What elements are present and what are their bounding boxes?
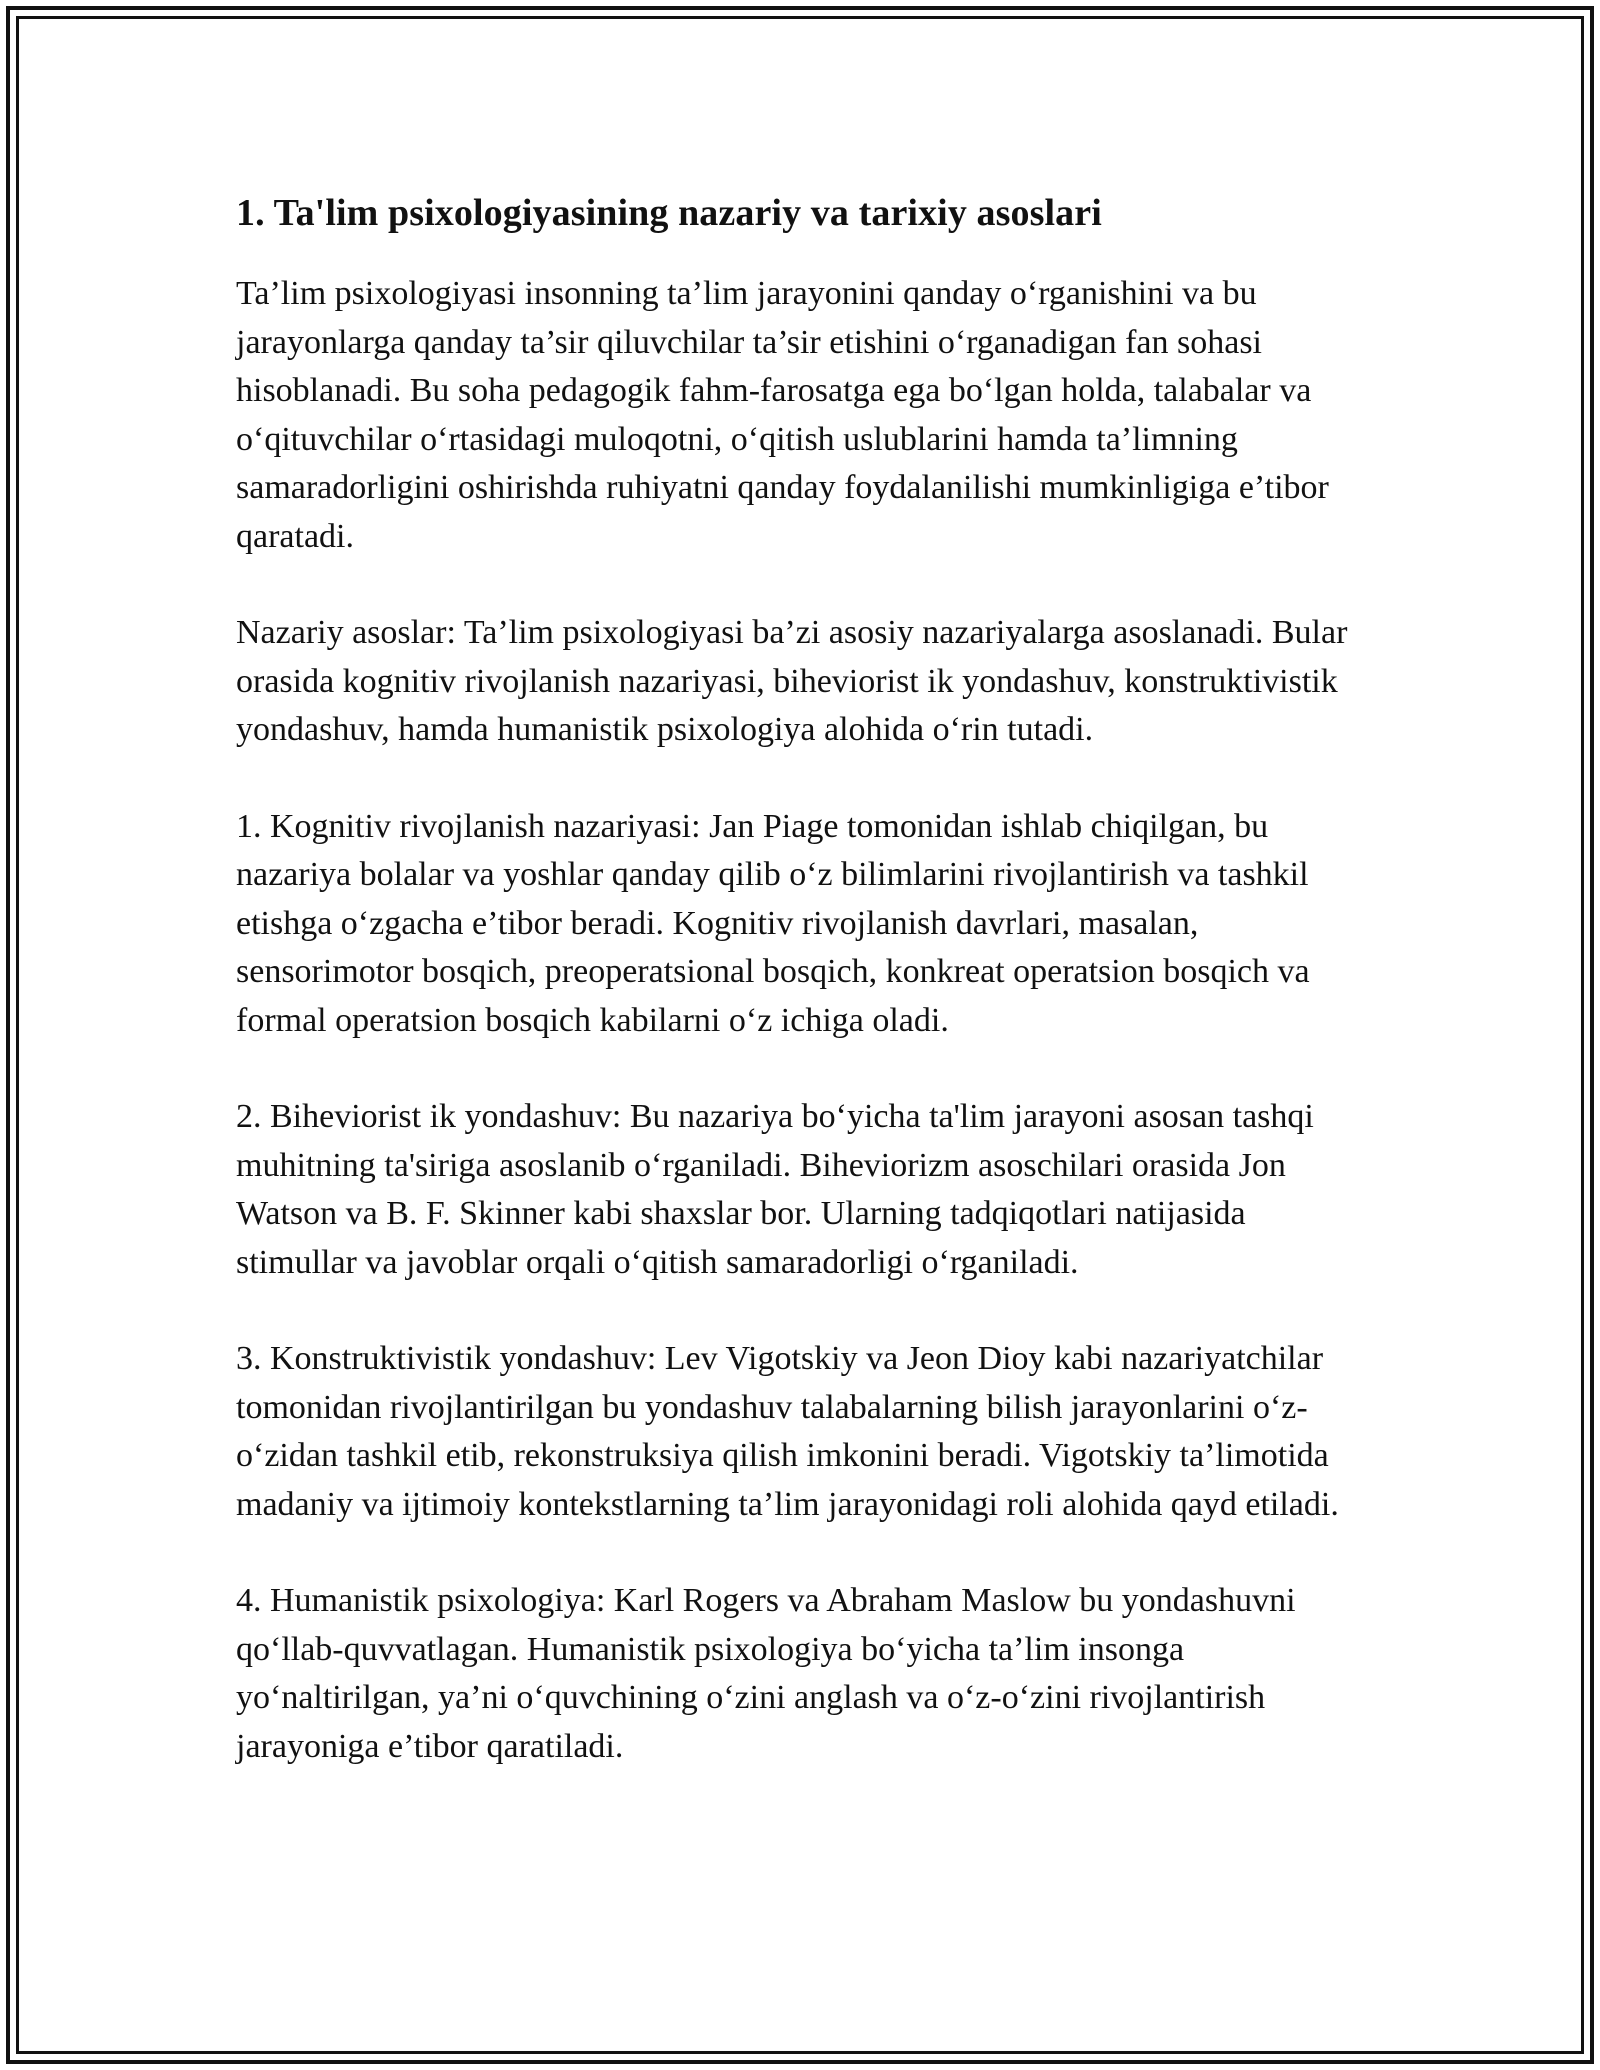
document-body: [236, 190, 1366, 1819]
paragraph-humanistic-psychology: 4. Humanistik psixologiya: Karl Rogers va Abraham Maslow bu yondashuvni qo‘llab-quvvatlagan. Humanistik psixologiya bo‘yicha ta’lim insonga yo‘naltirilgan, ya’ni o‘quvchining o‘zini anglash va o‘z-o‘zini rivojlantirish jarayoniga e’tibor qaratiladi.: [236, 1582, 1296, 1765]
paragraph-behaviorist-approach: 2. Biheviorist ik yondashuv: Bu nazariya bo‘yicha ta'lim jarayoni asosan tashqi muhitning ta'siriga asoslanib o‘rganiladi. Biheviorizm asoschilari orasida Jon Watson va B. F. Skinner kabi shaxslar bor. Ularning tadqiqotlari natijasida stimullar va javoblar orqali o‘qitish samaradorligi o‘rganiladi.: [236, 1098, 1314, 1281]
paragraph-intro: Ta’lim psixologiyasi insonning ta’lim jarayonini qanday o‘rganishini va bu jarayonlarga qanday ta’sir qiluvchilar ta’sir etishini o‘rganadigan fan sohasi hisoblanadi. Bu soha pedagogik fahm-farosatga ega bo‘lgan holda, talabalar va o‘qituvchilar o‘rtasidagi muloqotni, o‘qitish uslublarini hamda ta’limning samaradorligini oshirishda ruhiyatni qanday foydalanilishi mumkinligiga e’tibor qaratadi.: [236, 275, 1329, 555]
document-title: 1. Ta'lim psixologiyasining nazariy va tarixiy asoslari: [236, 192, 1102, 234]
paragraph-cognitive-theory: 1. Kognitiv rivojlanish nazariyasi: Jan Piage tomonidan ishlab chiqilgan, bu nazariya bolalar va yoshlar qanday qilib o‘z bilimlarini rivojlantirish va tashkil etishga o‘zgacha e’tibor beradi. Kognitiv rivojlanish davrlari, masalan, sensorimotor bosqich, preoperatsional bosqich, konkreat operatsion bosqich va formal operatsion bosqich kabilarni o‘z ichiga oladi.: [236, 807, 1310, 1039]
paragraph-constructivist-approach: 3. Konstruktivistik yondashuv: Lev Vigotskiy va Jeon Dioy kabi nazariyatchilar tomonidan rivojlantirilgan bu yondashuv talabalarning bilish jarayonlarini o‘z-o‘zidan tashkil etib, rekonstruksiya qilish imkonini beradi. Vigotskiy ta’limotida madaniy va ijtimoiy kontekstlarning ta’lim jarayonidagi roli alohida qayd etiladi.: [236, 1340, 1339, 1523]
paragraph-theoretical-basis: Nazariy asoslar: Ta’lim psixologiyasi ba’zi asosiy nazariyalarga asoslanadi. Bular orasida kognitiv rivojlanish nazariyasi, biheviorist ik yondashuv, konstruktivistik yondashuv, hamda humanistik psixologiya alohida o‘rin tutadi.: [236, 614, 1348, 748]
